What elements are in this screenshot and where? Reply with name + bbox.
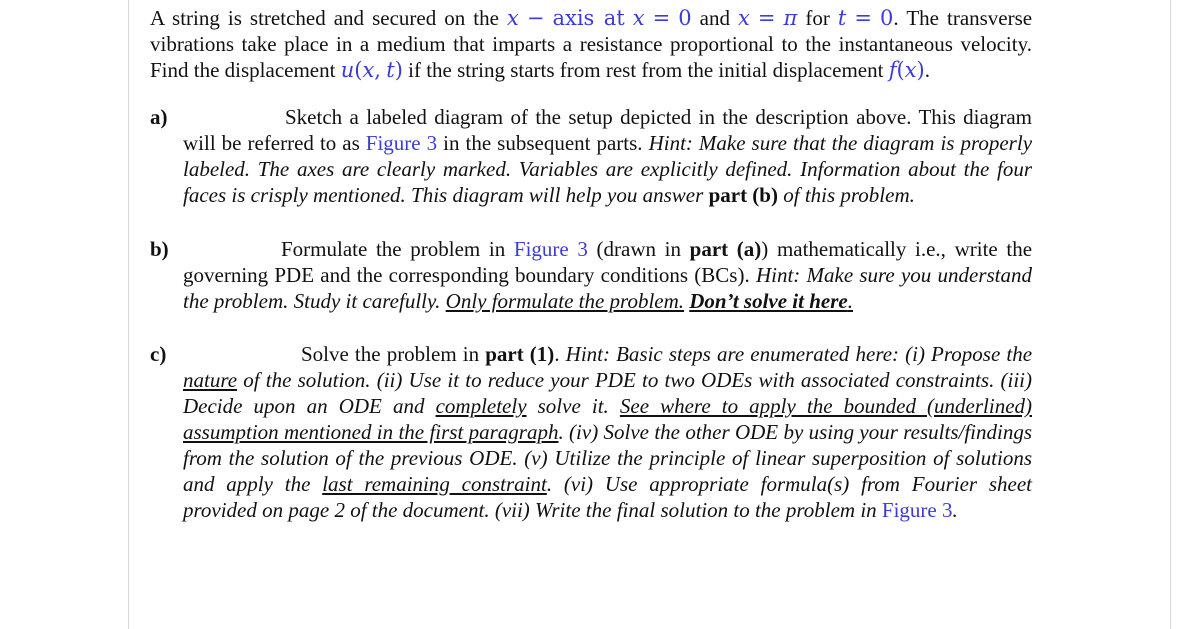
part-b-emphasis-bold: Don’t solve it here — [689, 289, 848, 313]
part-a-reference: part (a) — [689, 237, 762, 261]
statement-text: if the string starts from rest from the initial displacement — [408, 58, 884, 82]
math-var-x: x — [738, 6, 750, 30]
statement-text: A string is stretched and secured on the — [150, 6, 499, 30]
part-b-instruction: ) mathematically i.e., write the governing PDE and the corresponding boundary conditions (BCs). — [183, 237, 1033, 287]
part-b-emphasis: Only formulate the problem. — [445, 289, 685, 313]
part-c-instruction: . — [554, 342, 560, 366]
page-border-left — [128, 0, 129, 629]
math-var-x: x — [362, 58, 375, 82]
math-number: 0 — [880, 6, 894, 30]
math-var-x: x — [632, 6, 645, 30]
part-c-hint: . (iv) Solve the other ODE by using your results/findings from the solution of the previous ODE. (v) Utilize the principle of linear superposition of solutions and apply the — [183, 420, 1032, 496]
math-fn-f: f — [888, 58, 897, 82]
part-c-instruction: Solve the problem in — [301, 342, 480, 366]
part-a — [150, 104, 1032, 208]
math-paren: ) — [394, 58, 403, 82]
figure-3-link[interactable]: Figure 3 — [365, 131, 438, 155]
part-c-emphasis: See where to apply the bounded (underlined) assumption mentioned in the first paragraph — [183, 394, 1033, 444]
part-b-label: b) — [150, 237, 169, 261]
figure-3-link[interactable]: Figure 3 — [513, 237, 588, 261]
math-paren: ) — [916, 58, 925, 82]
statement-text: and — [699, 6, 730, 30]
math-minus: − — [526, 6, 545, 30]
part-a-hint: Hint: Make sure that the diagram is properly labeled. The axes are clearly marked. Variables are explicitly defined. Information about the four faces is crisply mentioned. This diagram will help you answer — [183, 131, 1033, 207]
part-c-emphasis: last remaining constraint — [322, 472, 547, 496]
part-a-label: a) — [150, 105, 168, 129]
part-c-hint: . (vi) Use appropriate formula(s) from Fourier sheet provided on page 2 of the document. (vii) Write the final solution to the problem in — [183, 472, 1033, 522]
math-fn-u: u — [340, 58, 355, 82]
part-c-punctuation: . — [952, 498, 958, 522]
statement-text: . The transverse vibrations take place in a medium that imparts a resistance proportional to the instantaneous velocity. Find the displacement — [150, 6, 1033, 82]
part-c-hint: of the solution. (ii) Use it to reduce your PDE to two ODEs with associated constraints. (iii) Decide upon an ODE and — [183, 368, 1032, 418]
math-paren: ( — [354, 58, 363, 82]
part-c-emphasis: completely — [435, 394, 527, 418]
part-a-instruction: in the subsequent parts. — [443, 131, 643, 155]
part-c-label: c) — [150, 342, 167, 366]
part-b — [150, 236, 1032, 314]
statement-text: for — [805, 6, 830, 30]
part-c-hint: solve it. — [537, 394, 609, 418]
statement-text: axis at — [552, 6, 625, 30]
math-pi: π — [783, 6, 798, 30]
part-c-text — [183, 341, 1032, 523]
problem-statement — [150, 5, 1032, 83]
figure-3-link[interactable]: Figure 3 — [881, 498, 953, 522]
math-equals: = — [854, 6, 873, 30]
part-b-instruction: Formulate the problem in — [281, 237, 506, 261]
part-c — [150, 341, 1032, 523]
part-b-text — [183, 236, 1032, 314]
page-border-right — [1170, 0, 1171, 629]
math-comma: , — [374, 58, 381, 82]
part-a-instruction: Sketch a labeled diagram of the setup depicted in the description above. This diagram will be referred to as — [183, 105, 1032, 155]
part-c-emphasis: nature — [183, 368, 238, 392]
part-b-reference: part (b) — [708, 183, 778, 207]
math-equals: = — [757, 6, 776, 30]
math-number: 0 — [678, 6, 692, 30]
part-b-hint: Hint: Make sure you understand the problem. Study it carefully. — [183, 263, 1033, 313]
part-a-hint: of this problem. — [783, 183, 915, 207]
part-1-reference: part (1) — [485, 342, 555, 366]
part-b-instruction: (drawn in — [596, 237, 681, 261]
math-var-x: x — [506, 6, 519, 30]
math-paren: ( — [896, 58, 905, 82]
math-var-t: t — [386, 58, 395, 82]
part-b-punctuation: . — [847, 289, 853, 313]
math-var-x: x — [904, 58, 917, 82]
statement-text: . — [924, 58, 930, 82]
math-var-t: t — [837, 6, 847, 30]
part-a-text — [183, 104, 1032, 208]
problem-document — [150, 5, 1032, 523]
math-equals: = — [652, 6, 671, 30]
part-c-hint: Hint: Basic steps are enumerated here: (i) Propose the — [565, 342, 1033, 366]
